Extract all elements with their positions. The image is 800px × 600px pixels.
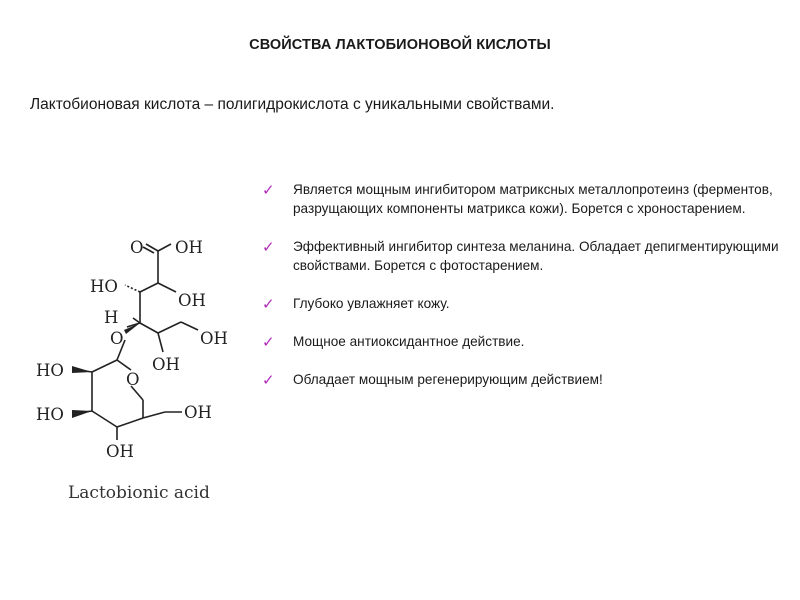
property-text: Является мощным ингибитором матриксных металлопротеинз (ферментов, разрущающих компоненты матрикса кожи). Борется с хроностарением.	[293, 182, 773, 216]
o-ring-label: O	[126, 370, 140, 389]
ho-c2-label: HO	[90, 277, 118, 296]
page-subtitle: Лактобионовая кислота – полигидрокислота с уникальными свойствами.	[30, 96, 555, 113]
o-glycosidic-label: O	[110, 329, 124, 348]
h-c4-label: H	[104, 308, 119, 327]
checkmark-icon: ✓	[262, 182, 275, 199]
oh-ring-ch2-label: OH	[184, 403, 212, 422]
oh-ring-bottom-label: OH	[106, 442, 134, 461]
o-carbonyl-label: O	[130, 238, 144, 257]
lactobionic-acid-structure	[20, 215, 260, 515]
checkmark-icon: ✓	[262, 239, 275, 256]
oh-c3-label: OH	[178, 291, 206, 310]
property-item	[262, 180, 782, 218]
checkmark-icon: ✓	[262, 334, 275, 351]
ho-ring-mid-label: HO	[36, 405, 64, 424]
property-text: Эффективный ингибитор синтеза меланина. Обладает депигментирующими свойствами. Борется с фотостарением.	[293, 239, 779, 273]
molecule-caption: Lactobionic acid	[68, 483, 210, 503]
property-text: Мощное антиоксидантное действие.	[293, 334, 525, 349]
property-item	[262, 294, 782, 313]
property-text: Глубоко увлажняет кожу.	[293, 296, 450, 311]
property-item	[262, 332, 782, 351]
property-text: Обладает мощным регенерирующим действием!	[293, 372, 603, 387]
oh-c5-label: OH	[152, 355, 180, 374]
property-item	[262, 237, 782, 275]
properties-list	[262, 180, 782, 408]
property-item	[262, 370, 782, 389]
checkmark-icon: ✓	[262, 296, 275, 313]
oh-acid-label: OH	[175, 238, 203, 257]
checkmark-icon: ✓	[262, 372, 275, 389]
oh-c6-label: OH	[200, 329, 228, 348]
page-title: СВОЙСТВА ЛАКТОБИОНОВОЙ КИСЛОТЫ	[249, 37, 551, 53]
ho-ring-top-label: HO	[36, 361, 64, 380]
